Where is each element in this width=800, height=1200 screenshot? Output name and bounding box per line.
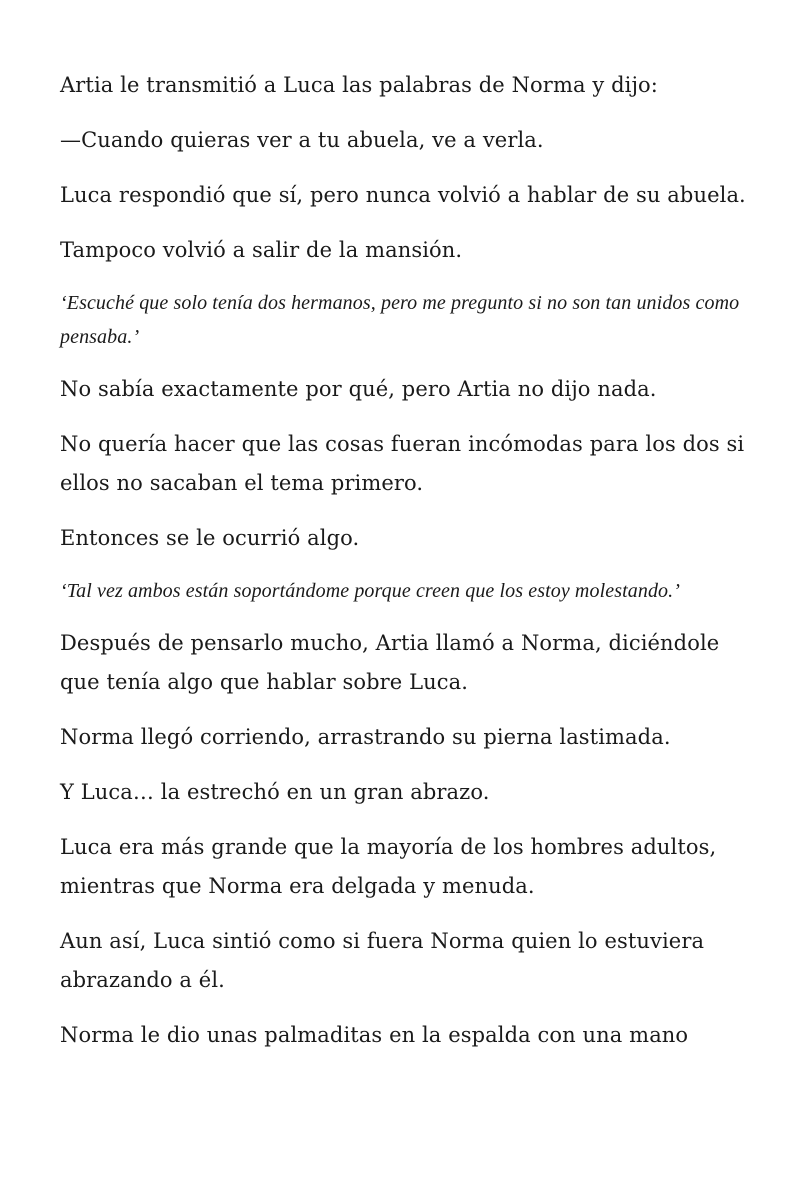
thought-paragraph: ‘Tal vez ambos están soportándome porque creen que los estoy molestando.’	[60, 580, 681, 602]
paragraph: Entonces se le ocurrió algo.	[60, 526, 360, 550]
paragraph: Y Luca… la estrechó en un gran abrazo.	[60, 780, 490, 804]
document-body	[60, 66, 750, 1071]
paragraph: Aun así, Luca sintió como si fuera Norma quien lo estuviera abrazando a él.	[60, 929, 705, 992]
paragraph: Artia le transmitió a Luca las palabras de Norma y dijo:	[60, 73, 658, 97]
paragraph: —Cuando quieras ver a tu abuela, ve a verla.	[60, 128, 544, 152]
paragraph: Norma le dio unas palmaditas en la espalda con una mano	[60, 1023, 689, 1047]
paragraph: Luca respondió que sí, pero nunca volvió a hablar de su abuela.	[60, 183, 746, 207]
paragraph: Luca era más grande que la mayoría de los hombres adultos, mientras que Norma era delgada y menuda.	[60, 835, 717, 898]
thought-paragraph: ‘Escuché que solo tenía dos hermanos, pero me pregunto si no son tan unidos como pensaba.’	[60, 292, 740, 348]
paragraph: No quería hacer que las cosas fueran incómodas para los dos si ellos no sacaban el tema primero.	[60, 432, 745, 495]
paragraph: Después de pensarlo mucho, Artia llamó a Norma, diciéndole que tenía algo que hablar sobre Luca.	[60, 631, 720, 694]
paragraph: Tampoco volvió a salir de la mansión.	[60, 238, 463, 262]
paragraph: Norma llegó corriendo, arrastrando su pierna lastimada.	[60, 725, 671, 749]
paragraph: No sabía exactamente por qué, pero Artia no dijo nada.	[60, 377, 657, 401]
